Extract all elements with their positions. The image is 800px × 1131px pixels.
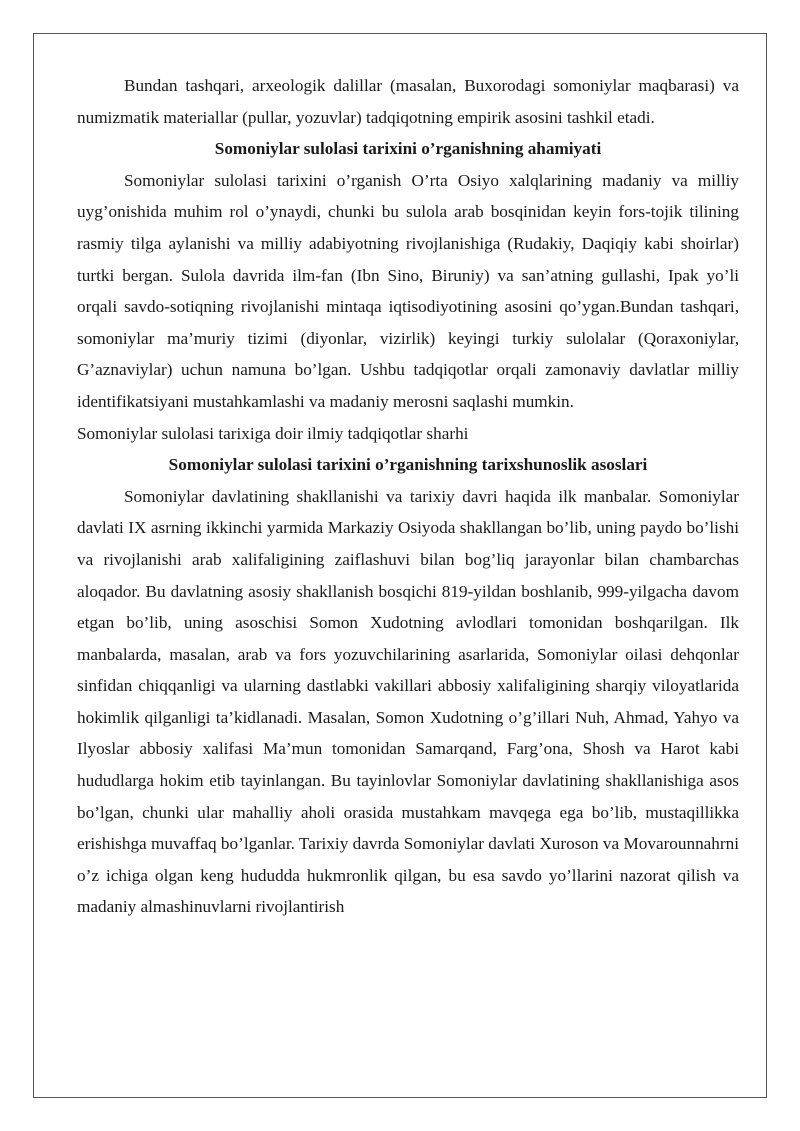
paragraph-importance: Somoniylar sulolasi tarixini o’rganish O’rta Osiyo xalqlarining madaniy va milliy uyg’onishida muhim rol o’ynaydi, chunki bu sulola arab bosqinidan keyin fors-tojik tilining rasmiy tilga aylanishi va milliy adabiyotning rivojlanishiga (Rudakiy, Daqiqiy kabi shoirlar) turtki bergan. Sulola davrida ilm-fan (Ibn Sino, Biruniy) va san’atning gullashi, Ipak yo’li orqali savdo-sotiqning rivojlanishi mintaqa iqtisodiyotining asosini qo’ygan.Bundan tashqari, somoniylar ma’muriy tizimi (diyonlar, vizirlik) keyingi turkiy sulolalar (Qoraxoniylar, G’aznaviylar) uchun namuna bo’lgan. Ushbu tadqiqotlar orqali zamonaviy davlatlar milliy identifikatsiyani mustahkamlashi va madaniy merosni saqlashi mumkin. xyxy=(77,170,739,411)
section-title-review: Somoniylar sulolasi tarixiga doir ilmiy tadqiqotlar sharhi xyxy=(77,423,469,443)
paragraph-archaeological-evidence: Bundan tashqari, arxeologik dalillar (masalan, Buxorodagi somoniylar maqbarasi) va numizmatik materiallar (pullar, yozuvlar) tadqiqotning empirik asosini tashkil etadi. xyxy=(77,76,739,127)
paragraph-historiography: Somoniylar davlatining shakllanishi va tarixiy davri haqida ilk manbalar. Somoniylar davlati IX asrning ikkinchi yarmida Markaziy Osiyoda shakllangan bo’lib, uning paydo bo’lishi va rivojlanishi arab xalifaligining zaiflashuvi bilan bog’liq jarayonlar bilan chambarchas aloqador. Bu davlatning asosiy shakllanish bosqichi 819-yildan boshlanib, 999-yilgacha davom etgan bo’lib, uning asoschisi Somon Xudotning avlodlari tomonidan boshqarilgan. Ilk manbalarda, masalan, arab va fors yozuvchilarining asarlarida, Somoniylar oilasi dehqonlar sinfidan chiqqanligi va ularning dastlabki vakillari abbosiy xalifaligining sharqiy viloyatlarida hokimlik qilganligi ta’kidlanadi. Masalan, Somon Xudotning o’g’illari Nuh, Ahmad, Yahyo va Ilyoslar abbosiy xalifasi Ma’mun tomonidan Samarqand, Farg’ona, Shosh va Harot kabi hududlarga hokim etib tayinlangan. Bu tayinlovlar Somoniylar davlatining shakllanishiga asos bo’lgan, chunki ular mahalliy aholi orasida mustahkam mavqega ega bo’lib, mustaqillikka erishishga muvaffaq bo’lganlar. Tarixiy davrda Somoniylar davlati Xuroson va Movarounnahrni o’z ichiga olgan keng hududda hukmronlik qilgan, bu esa savdo yo’llarini nazorat qilish va madaniy almashinuvlarni rivojlantirish xyxy=(77,486,739,917)
document-body xyxy=(77,70,739,923)
heading-importance: Somoniylar sulolasi tarixini o’rganishning ahamiyati xyxy=(214,139,602,159)
heading-historiography: Somoniylar sulolasi tarixini o’rganishning tarixshunoslik asoslari xyxy=(168,455,648,475)
